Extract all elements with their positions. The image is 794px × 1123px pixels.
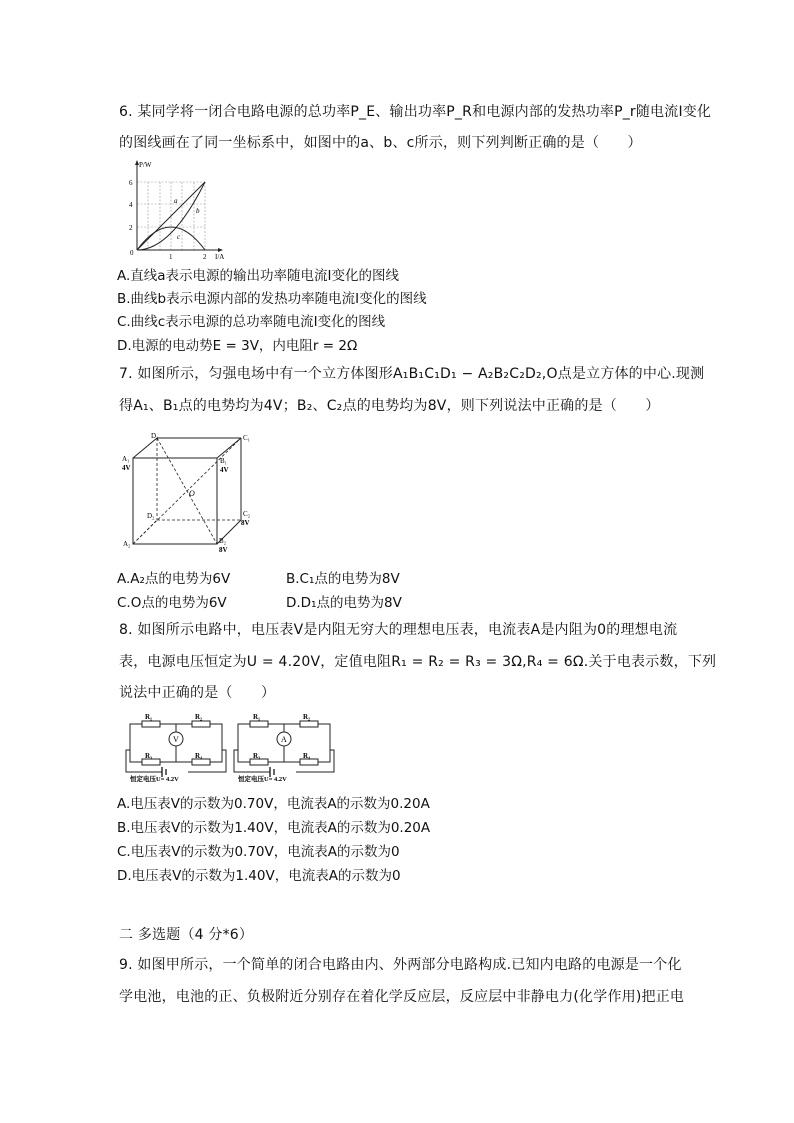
- voltmeter-label: V: [173, 735, 179, 744]
- resistor-r2: [192, 721, 210, 727]
- cube-value-C2: 8V: [241, 519, 250, 527]
- graph-x-arrow: [218, 248, 223, 252]
- q7-stem-line2: 得A₁、B₁点的电势均为4V；B₂、C₂点的电势均为8V，则下列说法中正确的是（ ）: [119, 398, 660, 414]
- resistor-r1: [250, 721, 268, 727]
- cube-label-O: O: [189, 489, 195, 498]
- q6-option-d: D.电源的电动势E = 3V，内电阻r = 2Ω: [117, 338, 358, 354]
- cube-label-D2: D₂: [147, 512, 155, 520]
- graph-xtick-2: 2: [203, 253, 207, 261]
- graph-label-c: c: [177, 233, 181, 241]
- q6-option-c: C.曲线c表示电源的总功率随电流I变化的图线: [117, 314, 386, 330]
- q8-option-d: D.电压表V的示数为1.40V，电流表A的示数为0: [117, 868, 401, 884]
- q7-cube-figure: [117, 432, 257, 558]
- cube-label-B2: B₂: [219, 537, 227, 545]
- r1-label: R₁: [253, 713, 261, 721]
- q7-option-c: C.O点的电势为6V: [117, 595, 227, 611]
- q8-option-a: A.电压表V的示数为0.70V，电流表A的示数为0.20A: [117, 796, 430, 812]
- q6-stem-line2: 的图线画在了同一坐标系中，如图中的a、b、c所示，则下列判断正确的是（ ）: [119, 135, 642, 151]
- cube-label-B1: B₁: [220, 457, 228, 465]
- r2-label: R₂: [195, 713, 203, 721]
- q6-option-a: A.直线a表示电源的输出功率随电流I变化的图线: [117, 268, 400, 284]
- supply-label-1: 恒定电压U= 4.2V: [130, 776, 179, 782]
- resistor-r1: [142, 721, 160, 727]
- q7-stem-line1: 7. 如图所示，匀强电场中有一个立方体图形A₁B₁C₁D₁ − A₂B₂C₂D₂,O点是立方体的中心.现测: [119, 366, 705, 382]
- q6-power-graph: [117, 158, 227, 262]
- r1-label: R₁: [145, 713, 153, 721]
- graph-origin: 0: [130, 249, 134, 257]
- cube-label-D1: D₁: [151, 432, 159, 440]
- q8-stem-line3: 说法中正确的是（ ）: [119, 685, 276, 701]
- r2-label: R₂: [303, 713, 311, 721]
- section-title-multiple-choice: 二 多选题（4 分*6）: [119, 927, 254, 943]
- q8-option-c: C.电压表V的示数为0.70V，电流表A的示数为0: [117, 844, 400, 860]
- q6-stem-line1: 6. 某同学将一闭合电路电源的总功率P_E、输出功率P_R和电源内部的发热功率P_r随电流I变化: [119, 104, 712, 120]
- graph-ylabel: P/W: [139, 161, 152, 169]
- q8-ammeter-circuit: [230, 710, 338, 782]
- supply-label-2: 恒定电压U= 4.2V: [238, 776, 287, 782]
- cube-label-A2: A₂: [123, 540, 131, 548]
- q7-option-d: D.D₁点的电势为8V: [286, 595, 402, 611]
- graph-ytick-2: 2: [129, 224, 133, 232]
- q7-option-b: B.C₁点的电势为8V: [286, 571, 400, 587]
- graph-ytick-6: 6: [129, 179, 133, 187]
- q6-option-b: B.曲线b表示电源内部的发热功率随电流I变化的图线: [117, 291, 427, 307]
- cube-value-A1: 4V: [122, 464, 131, 472]
- q7-option-a: A.A₂点的电势为6V: [117, 571, 231, 587]
- graph-xlabel: I/A: [215, 253, 225, 261]
- q8-option-b: B.电压表V的示数为1.40V，电流表A的示数为0.20A: [117, 820, 431, 836]
- cube-label-A1: A₁: [122, 455, 130, 463]
- r3-label: R₃: [253, 752, 261, 760]
- graph-xtick-1: 1: [169, 253, 173, 261]
- r3-label: R₃: [145, 752, 153, 760]
- ammeter-label: A: [281, 735, 287, 744]
- q8-voltmeter-circuit: [122, 710, 230, 782]
- r4-label: R₄: [303, 752, 311, 760]
- q8-stem-line1: 8. 如图所示电路中，电压表V是内阻无穷大的理想电压表，电流表A是内阻为0的理想电流: [119, 622, 678, 638]
- q9-stem-line1: 9. 如图甲所示，一个简单的闭合电路由内、外两部分电路构成.已知内电路的电源是一个化: [119, 957, 682, 973]
- cube-dashed-edges: [133, 438, 241, 544]
- graph-label-a: a: [174, 197, 178, 205]
- graph-ytick-4: 4: [129, 201, 133, 209]
- resistor-r2: [300, 721, 318, 727]
- graph-label-b: b: [196, 207, 200, 215]
- cube-value-B1: 4V: [220, 466, 229, 474]
- q8-stem-line2: 表，电源电压恒定为U = 4.20V，定值电阻R₁ = R₂ = R₃ = 3Ω,R₄ = 6Ω.关于电表示数，下列: [119, 654, 717, 670]
- cube-label-C2: C₂: [243, 510, 251, 518]
- cube-label-C1: C₁: [243, 434, 251, 442]
- r4-label: R₄: [195, 752, 203, 760]
- cube-value-B2: 8V: [219, 546, 228, 554]
- q9-stem-line2: 学电池，电池的正、负极附近分别存在着化学反应层，反应层中非静电力(化学作用)把正电: [119, 989, 685, 1005]
